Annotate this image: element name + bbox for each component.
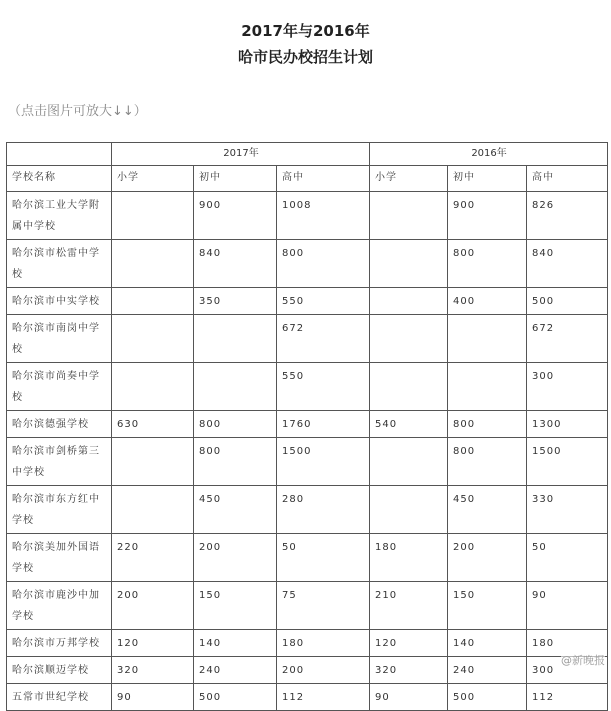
table-row xyxy=(7,534,608,582)
value-cell xyxy=(194,315,277,363)
value-cell xyxy=(194,363,277,411)
value-cell: 400 xyxy=(448,288,527,315)
value-cell xyxy=(370,288,448,315)
enrollment-table xyxy=(6,142,608,711)
table-row xyxy=(7,315,608,363)
year-header-row xyxy=(7,143,608,166)
title-line-1: 2017年与2016年 xyxy=(241,22,370,40)
value-cell: 75 xyxy=(277,582,370,630)
value-cell: 150 xyxy=(448,582,527,630)
value-cell: 180 xyxy=(277,630,370,657)
value-cell: 180 xyxy=(527,630,608,657)
value-cell: 200 xyxy=(277,657,370,684)
table-row xyxy=(7,486,608,534)
value-cell: 800 xyxy=(448,240,527,288)
value-cell xyxy=(112,192,194,240)
value-cell: 800 xyxy=(194,438,277,486)
school-name-cell: 哈尔滨德强学校 xyxy=(7,411,112,438)
table-row xyxy=(7,288,608,315)
school-name-cell: 哈尔滨市万邦学校 xyxy=(7,630,112,657)
value-cell: 220 xyxy=(112,534,194,582)
value-cell: 350 xyxy=(194,288,277,315)
value-cell: 320 xyxy=(112,657,194,684)
value-cell: 1008 xyxy=(277,192,370,240)
school-name-cell: 哈尔滨市剑桥第三中学校 xyxy=(7,438,112,486)
table-row xyxy=(7,438,608,486)
value-cell: 200 xyxy=(448,534,527,582)
table-row xyxy=(7,192,608,240)
table-row xyxy=(7,684,608,711)
value-cell: 1500 xyxy=(527,438,608,486)
value-cell: 320 xyxy=(370,657,448,684)
table-row xyxy=(7,363,608,411)
title-line-2: 哈市民办校招生计划 xyxy=(237,48,373,66)
school-name-cell: 哈尔滨市东方红中学校 xyxy=(7,486,112,534)
school-name-cell: 哈尔滨美加外国语学校 xyxy=(7,534,112,582)
value-cell xyxy=(370,240,448,288)
col-2017-primary: 小学 xyxy=(112,166,194,192)
school-name-cell: 哈尔滨市尚奏中学校 xyxy=(7,363,112,411)
value-cell xyxy=(112,438,194,486)
value-cell xyxy=(448,315,527,363)
value-cell: 550 xyxy=(277,363,370,411)
value-cell: 1300 xyxy=(527,411,608,438)
school-name-cell: 哈尔滨市南岗中学校 xyxy=(7,315,112,363)
school-name-cell: 哈尔滨市松雷中学校 xyxy=(7,240,112,288)
value-cell: 90 xyxy=(527,582,608,630)
value-cell: 50 xyxy=(277,534,370,582)
value-cell: 672 xyxy=(277,315,370,363)
value-cell xyxy=(370,438,448,486)
table-row xyxy=(7,630,608,657)
value-cell: 540 xyxy=(370,411,448,438)
col-2016-senior: 高中 xyxy=(527,166,608,192)
value-cell: 210 xyxy=(370,582,448,630)
value-cell: 826 xyxy=(527,192,608,240)
value-cell: 900 xyxy=(194,192,277,240)
value-cell: 180 xyxy=(370,534,448,582)
school-name-cell: 五常市世纪学校 xyxy=(7,684,112,711)
year-2016-header: 2016年 xyxy=(370,143,608,166)
value-cell: 900 xyxy=(448,192,527,240)
value-cell: 240 xyxy=(448,657,527,684)
value-cell: 1500 xyxy=(277,438,370,486)
value-cell: 120 xyxy=(112,630,194,657)
year-2017-header: 2017年 xyxy=(112,143,370,166)
value-cell: 280 xyxy=(277,486,370,534)
value-cell: 90 xyxy=(370,684,448,711)
col-2016-primary: 小学 xyxy=(370,166,448,192)
value-cell xyxy=(370,363,448,411)
value-cell: 90 xyxy=(112,684,194,711)
value-cell xyxy=(448,363,527,411)
value-cell: 450 xyxy=(194,486,277,534)
table-row xyxy=(7,411,608,438)
school-name-cell: 哈尔滨顺迈学校 xyxy=(7,657,112,684)
value-cell xyxy=(112,486,194,534)
value-cell: 630 xyxy=(112,411,194,438)
col-school-name: 学校名称 xyxy=(7,166,112,192)
value-cell: 500 xyxy=(194,684,277,711)
value-cell: 800 xyxy=(277,240,370,288)
value-cell: 112 xyxy=(527,684,608,711)
school-name-cell: 哈尔滨市中实学校 xyxy=(7,288,112,315)
value-cell: 500 xyxy=(448,684,527,711)
value-cell: 112 xyxy=(277,684,370,711)
value-cell xyxy=(370,486,448,534)
value-cell: 800 xyxy=(194,411,277,438)
value-cell: 200 xyxy=(194,534,277,582)
zoom-hint: （点击图片可放大↓↓） xyxy=(8,104,147,119)
value-cell xyxy=(112,315,194,363)
school-name-cell: 哈尔滨市鹿沙中加学校 xyxy=(7,582,112,630)
value-cell: 840 xyxy=(527,240,608,288)
table-row xyxy=(7,657,608,684)
value-cell: 840 xyxy=(194,240,277,288)
value-cell xyxy=(112,240,194,288)
value-cell: 200 xyxy=(112,582,194,630)
value-cell: 550 xyxy=(277,288,370,315)
value-cell xyxy=(370,192,448,240)
value-cell: 800 xyxy=(448,411,527,438)
school-name-cell: 哈尔滨工业大学附属中学校 xyxy=(7,192,112,240)
value-cell xyxy=(112,363,194,411)
col-2017-senior: 高中 xyxy=(277,166,370,192)
column-header-row xyxy=(7,166,608,192)
value-cell xyxy=(370,315,448,363)
value-cell: 50 xyxy=(527,534,608,582)
value-cell: 300 xyxy=(527,363,608,411)
value-cell: 240 xyxy=(194,657,277,684)
value-cell: 140 xyxy=(194,630,277,657)
value-cell: 800 xyxy=(448,438,527,486)
value-cell: 1760 xyxy=(277,411,370,438)
value-cell: 120 xyxy=(370,630,448,657)
table-row xyxy=(7,582,608,630)
watermark: @新晚报 xyxy=(561,654,605,667)
value-cell: 450 xyxy=(448,486,527,534)
value-cell: 300 xyxy=(527,657,608,684)
corner-cell xyxy=(7,143,112,166)
table-row xyxy=(7,240,608,288)
col-2017-junior: 初中 xyxy=(194,166,277,192)
value-cell xyxy=(112,288,194,315)
value-cell: 500 xyxy=(527,288,608,315)
value-cell: 150 xyxy=(194,582,277,630)
value-cell: 672 xyxy=(527,315,608,363)
value-cell: 140 xyxy=(448,630,527,657)
value-cell: 330 xyxy=(527,486,608,534)
col-2016-junior: 初中 xyxy=(448,166,527,192)
